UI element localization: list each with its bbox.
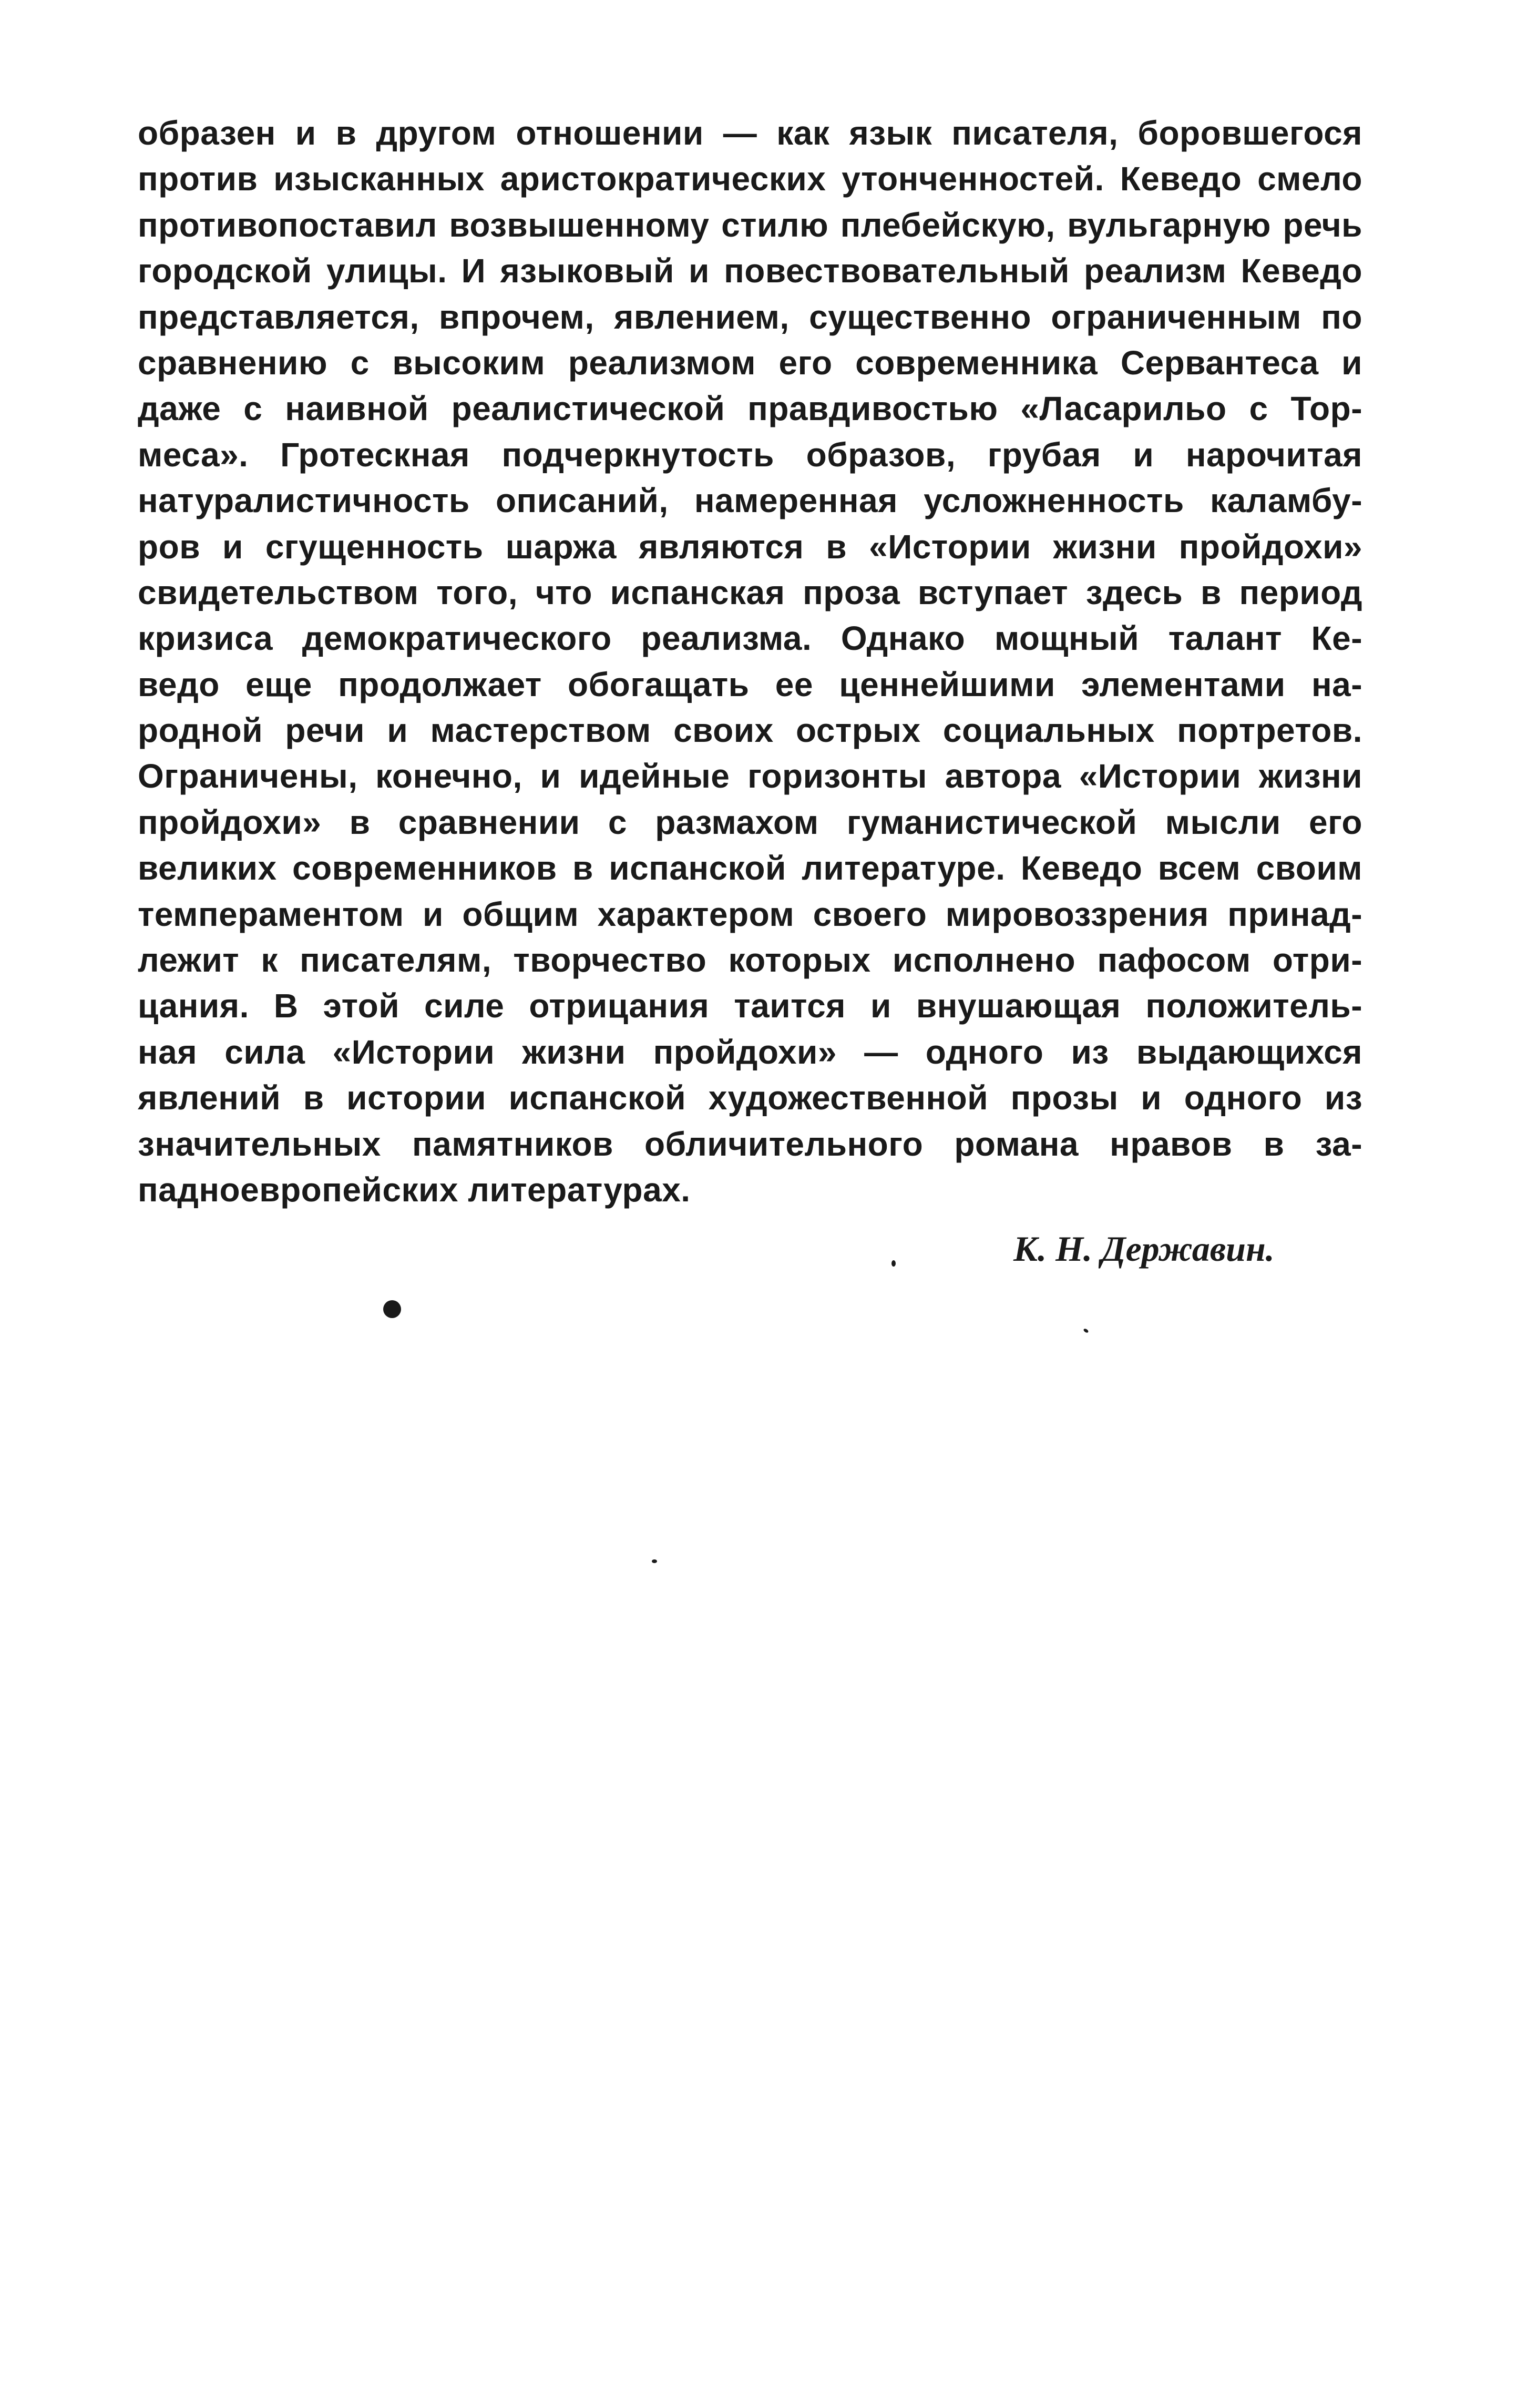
text-line: великих современников в испанской литературе. Кеведо всем своим (138, 849, 1362, 887)
text-line: меса». Гротескная подчеркнутость образов, грубая и нарочитая (138, 435, 1362, 474)
text-line: даже с наивной реалистической правдивостью «Ласарильо с Тор- (138, 390, 1362, 428)
text-line: ров и сгущенность шаржа являются в «Истории жизни пройдохи» (138, 527, 1362, 566)
text-line: темпераментом и общим характером своего мировоззрения принад- (138, 895, 1362, 933)
text-line: ведо еще продолжает обогащать ее ценнейшими элементами на- (138, 665, 1362, 703)
print-dot (383, 1300, 401, 1318)
body-paragraph (138, 110, 1362, 1213)
text-line: против изысканных аристократических утонченностей. Кеведо смело (138, 160, 1362, 198)
text-line: сравнению с высоким реализмом его современника Сервантеса и (138, 343, 1362, 382)
text-line: пройдохи» в сравнении с размахом гуманистической мысли его (138, 803, 1362, 841)
text-line: городской улицы. И языковый и повествовательный реализм Кеведо (138, 252, 1362, 290)
text-line: цания. В этой силе отрицания таится и внушающая положитель- (138, 987, 1362, 1025)
text-line: натуралистичность описаний, намеренная усложненность каламбу- (138, 482, 1362, 520)
text-line: явлений в истории испанской художественной прозы и одного из (138, 1079, 1362, 1117)
print-speck (652, 1559, 657, 1563)
text-line: значительных памятников обличительного романа нравов в за- (138, 1125, 1362, 1163)
text-line: ная сила «Истории жизни пройдохи» — одного из выдающихся (138, 1033, 1362, 1071)
text-line: противопоставил возвышенному стилю плебейскую, вульгарную речь (138, 206, 1362, 244)
author-signature: К. Н. Державин. (1013, 1229, 1275, 1269)
text-line: лежит к писателям, творчество которых исполнено пафосом отри- (138, 941, 1362, 979)
print-speck (891, 1260, 896, 1267)
text-line: свидетельством того, что испанская проза вступает здесь в период (138, 573, 1362, 611)
print-speck (1083, 1328, 1089, 1334)
text-line: представляется, впрочем, явлением, существенно ограниченным по (138, 298, 1362, 336)
text-line: родной речи и мастерством своих острых социальных портретов. (138, 711, 1362, 750)
text-line: образен и в другом отношении — как язык писателя, боровшегося (138, 114, 1362, 152)
text-line: Ограничены, конечно, и идейные горизонты автора «Истории жизни (138, 757, 1362, 795)
text-line: кризиса демократического реализма. Однако мощный талант Ке- (138, 619, 1362, 658)
text-line: падноевропейских литературах. (138, 1170, 691, 1209)
